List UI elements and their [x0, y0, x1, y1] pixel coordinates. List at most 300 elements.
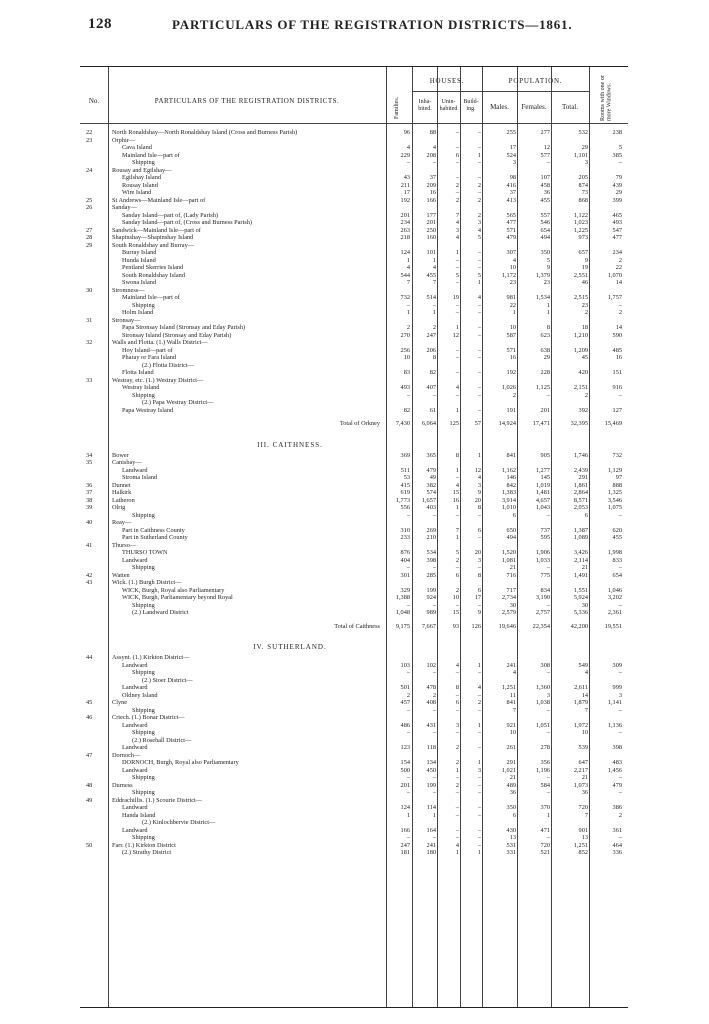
cell-value: 21 — [581, 564, 588, 571]
cell-value: 10 — [509, 729, 516, 736]
cell-value: 1,051 — [535, 721, 550, 729]
cell-value: 4 — [455, 384, 459, 391]
cell-value: – — [477, 406, 481, 414]
cell-value: 97 — [615, 474, 622, 481]
district-number: 40 — [86, 519, 93, 526]
cell-value: 3 — [477, 481, 481, 489]
cell-value: 5 — [477, 234, 481, 241]
cell-value: 455 — [426, 271, 436, 279]
cell-value: 4 — [455, 219, 459, 226]
cell-value: 477 — [612, 234, 622, 241]
cell-value: 420 — [578, 369, 588, 376]
cell-value: 201 — [540, 406, 550, 414]
cell-value: 309 — [612, 661, 622, 669]
cell-value: 3,546 — [607, 496, 622, 504]
cell-value: 2 — [618, 811, 622, 819]
cell-value: 647 — [578, 759, 588, 766]
cell-value: 1,070 — [607, 271, 622, 279]
cell-value: 479 — [426, 466, 436, 474]
district-label: Stromness— — [112, 286, 145, 294]
district-number: 39 — [86, 504, 93, 511]
cell-value: 876 — [400, 549, 410, 556]
cell-value: – — [477, 331, 481, 339]
table-row — [80, 504, 628, 512]
cell-value: 211 — [400, 181, 410, 189]
cell-value: – — [477, 256, 481, 264]
header-females: Females. — [521, 103, 547, 111]
cell-value: – — [406, 564, 410, 571]
cell-value: 46 — [581, 279, 588, 286]
section-title: III. CAITHNESS. — [257, 440, 323, 449]
cell-value: 2,579 — [501, 609, 516, 616]
cell-value: – — [455, 601, 459, 609]
cell-value: – — [455, 159, 459, 166]
cell-value: 5 — [546, 256, 550, 264]
cell-value: – — [455, 144, 459, 151]
cell-value: 177 — [426, 211, 436, 219]
cell-value: 255 — [506, 129, 516, 136]
cell-value: – — [455, 691, 459, 699]
cell-value: 17 — [403, 189, 410, 196]
cell-value: 9 — [546, 264, 550, 271]
cell-value: 166 — [400, 826, 410, 834]
cell-value: 228 — [540, 369, 550, 376]
cell-value: 4 — [432, 144, 436, 151]
cell-value: 16 — [452, 496, 459, 504]
cell-value: 577 — [540, 151, 550, 159]
cell-value: 12 — [543, 144, 550, 151]
cell-value: 3 — [477, 766, 481, 774]
cell-value: – — [432, 774, 436, 781]
table-row — [80, 744, 628, 752]
cell-value: – — [455, 369, 459, 376]
cell-value: 4 — [455, 661, 459, 669]
cell-value: 1,021 — [501, 766, 516, 774]
cell-value: 6 — [512, 511, 516, 519]
cell-value: 208 — [426, 151, 436, 159]
cell-value: 8 — [432, 354, 436, 361]
table-row — [80, 407, 628, 415]
table-row — [80, 677, 628, 685]
cell-value: 494 — [540, 234, 550, 241]
cell-value: 285 — [426, 571, 436, 579]
cell-value: 82 — [403, 406, 410, 414]
cell-value: 1 — [432, 256, 436, 264]
cell-value: 1,773 — [395, 496, 410, 504]
cell-value: 20 — [474, 496, 481, 504]
cell-value: 841 — [506, 699, 516, 706]
cell-value: 1,388 — [395, 594, 410, 601]
cell-value: 4 — [512, 256, 516, 264]
table-row — [80, 819, 628, 827]
district-label: Papa Westray Island — [122, 406, 174, 414]
cell-value: 465 — [612, 211, 622, 219]
cell-value: 9 — [477, 609, 481, 616]
cell-value: 1,551 — [573, 586, 588, 594]
table-row — [80, 242, 628, 250]
cell-value: 23 — [509, 279, 516, 286]
cell-value: 6 — [455, 571, 459, 579]
cell-value: 1 — [477, 151, 481, 159]
cell-value: 403 — [426, 504, 436, 511]
cell-value: 1,125 — [535, 384, 550, 391]
district-label: Durness — [112, 781, 133, 789]
cell-value: 23 — [581, 301, 588, 309]
cell-value: 989 — [426, 609, 436, 616]
district-label: Egilshay Island — [122, 174, 161, 181]
table-row — [80, 669, 628, 677]
cell-value: – — [546, 789, 550, 796]
cell-value: 12 — [452, 331, 459, 339]
district-label: Sanday— — [112, 204, 137, 211]
cell-value: 277 — [540, 129, 550, 136]
district-number: 46 — [86, 714, 93, 721]
cell-value: 49 — [429, 474, 436, 481]
district-label: Rousay Island — [122, 181, 158, 189]
cell-value: 247 — [426, 331, 436, 339]
cell-value: 1,210 — [573, 331, 588, 339]
cell-value: 10 — [509, 324, 516, 331]
cell-value: 118 — [426, 744, 436, 751]
cell-value: 125 — [449, 420, 459, 427]
cell-value: 3,190 — [535, 594, 550, 601]
cell-value: 1 — [455, 534, 459, 541]
cell-value: 1 — [455, 324, 459, 331]
cell-value: 57 — [474, 420, 481, 427]
cell-value: 1 — [432, 309, 436, 316]
cell-value: – — [406, 774, 410, 781]
cell-value: 61 — [429, 406, 436, 414]
district-label: Eddrachillis. (1.) Scourie District— — [112, 796, 203, 804]
cell-value: 291 — [578, 474, 588, 481]
cell-value: 3,202 — [607, 594, 622, 601]
cell-value: 2,361 — [607, 609, 622, 616]
cell-value: 595 — [540, 534, 550, 541]
cell-value: 2,439 — [573, 466, 588, 474]
table-row — [80, 527, 628, 535]
cell-value: – — [455, 826, 459, 834]
cell-value: 4 — [512, 669, 516, 676]
cell-value: 43 — [403, 174, 410, 181]
cell-value: – — [455, 189, 459, 196]
section-title: IV. SUTHERLAND. — [253, 643, 327, 651]
cell-value: – — [618, 159, 622, 166]
cell-value: 455 — [612, 534, 622, 541]
district-number: 47 — [86, 751, 93, 759]
cell-value: 720 — [540, 841, 550, 849]
cell-value: 1 — [455, 766, 459, 774]
district-label: Shipping — [132, 706, 155, 714]
cell-value: 1 — [477, 451, 481, 459]
cell-value: – — [477, 174, 481, 181]
cell-value: 23 — [543, 279, 550, 286]
cell-value: 1,906 — [535, 549, 550, 556]
table-row — [80, 377, 628, 385]
cell-value: – — [432, 729, 436, 736]
table-row — [80, 459, 628, 467]
cell-value: – — [455, 564, 459, 571]
cell-value: 2,217 — [573, 766, 588, 774]
cell-value: 574 — [426, 489, 436, 496]
cell-value: – — [477, 301, 481, 309]
cell-value: 73 — [581, 189, 588, 196]
total-row — [80, 420, 628, 428]
table-row — [80, 324, 628, 332]
cell-value: 457 — [400, 699, 410, 706]
cell-value: 834 — [540, 586, 550, 594]
cell-value: – — [546, 601, 550, 609]
header-males: Males. — [490, 103, 509, 111]
district-label: Hoy Island—part of — [122, 346, 173, 354]
cell-value: – — [477, 564, 481, 571]
cell-value: 404 — [400, 556, 410, 564]
cell-value: 2,734 — [501, 594, 516, 601]
cell-value: 270 — [400, 331, 410, 339]
cell-value: 1 — [546, 309, 550, 316]
district-label: (2.) Strathy District — [122, 849, 172, 856]
cell-value: 1,277 — [535, 466, 550, 474]
cell-value: 9 — [584, 256, 588, 264]
cell-value: – — [477, 774, 481, 781]
cell-value: 201 — [426, 219, 436, 226]
cell-value: 408 — [426, 699, 436, 706]
cell-value: 2 — [477, 699, 481, 706]
cell-value: 619 — [400, 489, 410, 496]
cell-value: 4 — [406, 144, 410, 151]
cell-value: 732 — [400, 294, 410, 301]
district-label: Handa Island — [122, 811, 156, 819]
cell-value: 329 — [400, 586, 410, 594]
district-label: South Ronaldshay and Burray— — [112, 241, 195, 249]
cell-value: 1 — [477, 661, 481, 669]
district-label: St Andrews—Mainland Isle—part of — [112, 196, 206, 204]
header-families: Families. — [394, 96, 400, 119]
cell-value: 10 — [452, 594, 459, 601]
district-label: Total of Caithness — [334, 622, 380, 630]
district-label: Oldney Island — [122, 691, 158, 699]
cell-value: 14,924 — [498, 420, 516, 427]
cell-value: 192 — [506, 369, 516, 376]
district-label: Westray, etc. (1.) Westray District— — [112, 376, 204, 384]
cell-value: 191 — [506, 406, 516, 414]
cell-value: 1 — [477, 759, 481, 766]
district-label: Landward — [122, 744, 148, 751]
cell-value: 2,551 — [573, 271, 588, 279]
table-row — [80, 129, 628, 137]
district-label: Landward — [122, 556, 148, 564]
table-row — [80, 722, 628, 730]
cell-value: – — [477, 826, 481, 834]
district-label: Landward — [122, 466, 148, 474]
cell-value: 15,469 — [604, 420, 622, 427]
cell-value: 1 — [406, 811, 410, 819]
district-number: 26 — [86, 204, 93, 211]
cell-value: 369 — [400, 451, 410, 459]
cell-value: – — [455, 391, 459, 399]
cell-value: 206 — [426, 346, 436, 354]
district-label: Landward — [122, 721, 148, 729]
cell-value: 511 — [400, 466, 410, 474]
cell-value: 2 — [432, 324, 436, 331]
cell-value: 336 — [612, 849, 622, 856]
table-row — [80, 482, 628, 490]
cell-value: – — [406, 601, 410, 609]
cell-value: 1 — [455, 504, 459, 511]
district-label: Sanday Island—part of, (Lady Parish) — [122, 211, 219, 219]
district-number: 31 — [86, 316, 93, 324]
cell-value: 546 — [540, 219, 550, 226]
cell-value: – — [546, 729, 550, 736]
cell-value: 1 — [477, 849, 481, 856]
cell-value: – — [477, 369, 481, 376]
cell-value: 539 — [578, 744, 588, 751]
district-label: Wick. (1.) Burgh District— — [112, 579, 182, 586]
cell-value: – — [618, 601, 622, 609]
district-number: 45 — [86, 699, 93, 706]
cell-value: 1,141 — [607, 699, 622, 706]
table-row — [80, 827, 628, 835]
cell-value: – — [432, 564, 436, 571]
cell-value: 146 — [506, 474, 516, 481]
table-row — [80, 737, 628, 745]
cell-value: 571 — [506, 346, 516, 354]
population-header-rule — [482, 91, 589, 92]
cell-value: 1,043 — [535, 504, 550, 511]
cell-value: 1,491 — [573, 571, 588, 579]
cell-value: 841 — [506, 451, 516, 459]
cell-value: 2 — [455, 196, 459, 204]
cell-value: – — [455, 301, 459, 309]
district-label: Part in Sutherland County — [122, 534, 188, 541]
header-bottom-rule — [80, 123, 628, 124]
cell-value: 999 — [612, 684, 622, 691]
cell-value: – — [455, 474, 459, 481]
district-label: Mainland Isle—part of — [122, 151, 180, 159]
cell-value: 5,336 — [573, 609, 588, 616]
cell-value: – — [432, 301, 436, 309]
table-row — [80, 842, 628, 850]
table-row — [80, 684, 628, 692]
district-number: 36 — [86, 481, 93, 489]
district-number: 28 — [86, 234, 93, 241]
cell-value: 10 — [581, 729, 588, 736]
district-label: Dunnet — [112, 481, 131, 489]
header-no: No. — [88, 97, 100, 105]
table-row — [80, 834, 628, 842]
cell-value: 29 — [581, 144, 588, 151]
cell-value: 3,426 — [573, 549, 588, 556]
table-row — [80, 399, 628, 407]
cell-value: 2 — [455, 556, 459, 564]
cell-value: 544 — [400, 271, 410, 279]
cell-value: 493 — [400, 384, 410, 391]
cell-value: 356 — [540, 759, 550, 766]
district-label: Landward — [122, 766, 148, 774]
table-body — [80, 129, 628, 857]
cell-value: 96 — [403, 129, 410, 136]
table-row — [80, 549, 628, 557]
cell-value: – — [432, 706, 436, 714]
header-particulars: PARTICULARS OF THE REGISTRATION DISTRICTS. — [154, 97, 340, 105]
table-row — [80, 849, 628, 857]
cell-value: 107 — [540, 174, 550, 181]
district-label: (2.) Kinlochbervie District— — [142, 819, 216, 826]
cell-value: 310 — [400, 526, 410, 534]
cell-value: 1,129 — [607, 466, 622, 474]
district-label: Rousay and Egilshay— — [112, 166, 172, 174]
cell-value: 2 — [618, 256, 622, 264]
district-label: Reay— — [112, 519, 132, 526]
cell-value: 98 — [509, 174, 516, 181]
cell-value: 307 — [506, 249, 516, 256]
cell-value: 1,387 — [573, 526, 588, 534]
cell-value: 1,033 — [535, 556, 550, 564]
cell-value: 102 — [426, 661, 436, 669]
table-row — [80, 564, 628, 572]
district-label: Criech. (1.) Bonar District— — [112, 714, 185, 721]
table-row — [80, 497, 628, 505]
cell-value: 1,073 — [573, 781, 588, 789]
cell-value: 842 — [506, 481, 516, 489]
cell-value: 4 — [406, 264, 410, 271]
cell-value: 1 — [455, 406, 459, 414]
district-number: 50 — [86, 841, 93, 849]
cell-value: 88 — [429, 129, 436, 136]
cell-value: – — [477, 249, 481, 256]
cell-value: – — [618, 729, 622, 736]
cell-value: 565 — [506, 211, 516, 219]
cell-value: 32,395 — [570, 420, 588, 427]
district-label: Papa Stronsay Island (Stronsay and Eday Parish) — [122, 324, 246, 331]
district-label: Bower — [112, 451, 129, 459]
district-label: (2.) Stoer District— — [142, 676, 193, 684]
cell-value: – — [406, 669, 410, 676]
cell-value: 732 — [612, 451, 622, 459]
district-label: Pharay or Fara Island — [122, 354, 177, 361]
cell-value: 291 — [506, 759, 516, 766]
table-row — [80, 609, 628, 617]
cell-value: – — [455, 811, 459, 819]
cell-value: 6 — [477, 586, 481, 594]
cell-value: – — [432, 789, 436, 796]
cell-value: – — [455, 774, 459, 781]
table-row — [80, 662, 628, 670]
cell-value: 549 — [578, 661, 588, 669]
cell-value: 308 — [540, 661, 550, 669]
cell-value: 210 — [426, 534, 436, 541]
cell-value: 1 — [512, 309, 516, 316]
cell-value: 166 — [426, 196, 436, 204]
cell-value: 5,924 — [573, 594, 588, 601]
district-label: Shipping — [132, 159, 155, 166]
cell-value: 263 — [400, 226, 410, 234]
cell-value: 36 — [509, 789, 516, 796]
cell-value: 2 — [455, 586, 459, 594]
cell-value: 14 — [615, 279, 622, 286]
table-row — [80, 452, 628, 460]
cell-value: 1 — [455, 249, 459, 256]
district-label: WICK, Burgh, Parliamentary beyond Royal — [122, 594, 233, 601]
cell-value: – — [618, 391, 622, 399]
cell-value: – — [477, 346, 481, 354]
cell-value: 716 — [506, 571, 516, 579]
cell-value: – — [477, 144, 481, 151]
cell-value: 1 — [455, 849, 459, 856]
cell-value: – — [618, 511, 622, 519]
district-label: THURSO TOWN — [122, 549, 168, 556]
cell-value: 6 — [512, 811, 516, 819]
table-row — [80, 339, 628, 347]
